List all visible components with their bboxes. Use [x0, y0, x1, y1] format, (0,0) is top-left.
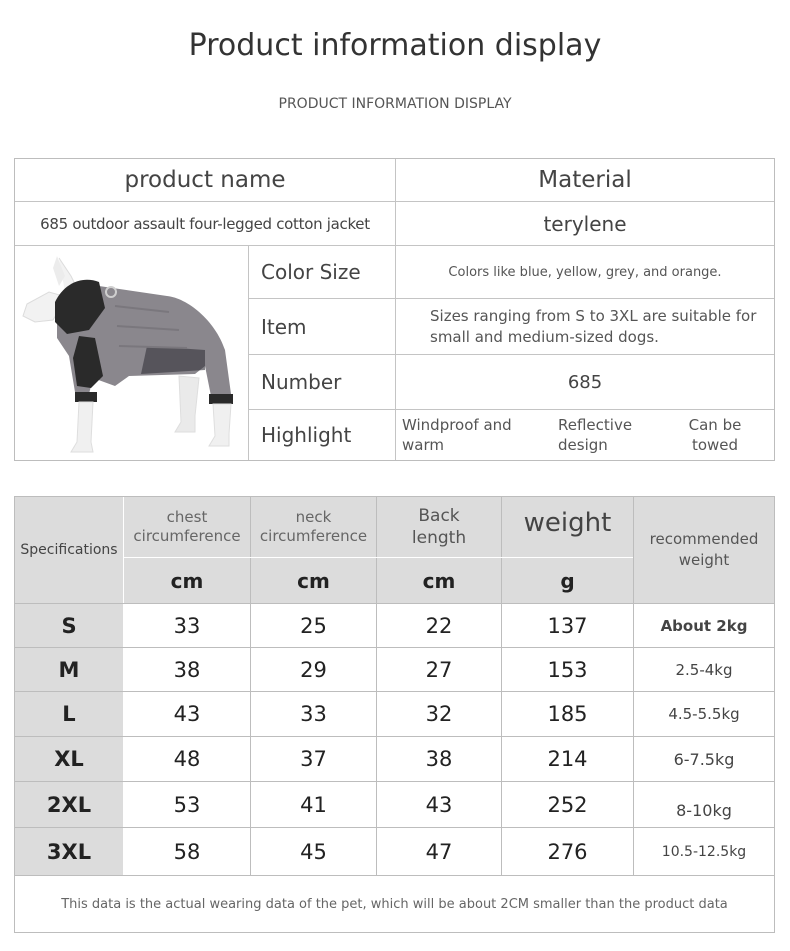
chest-cell: 38	[173, 657, 201, 682]
chest-cell: 43	[173, 702, 201, 726]
color-size-value: Colors like blue, yellow, grey, and orange.	[448, 264, 722, 280]
weight-cell: 185	[547, 702, 588, 726]
recommended-cell: 4.5-5.5kg	[668, 705, 740, 723]
back-cell: 32	[425, 702, 453, 726]
chest-cell: 58	[173, 839, 201, 864]
material-label: Material	[538, 167, 632, 193]
weight-cell: 252	[547, 792, 588, 817]
size-spec-table	[14, 496, 775, 933]
size-cell-s: S	[61, 613, 77, 638]
chest-cell: 48	[173, 747, 201, 771]
color-size-label: Color Size	[261, 260, 361, 284]
product-image	[15, 246, 248, 460]
weight-cell: 276	[547, 839, 588, 864]
dog-jacket-photo-icon	[19, 246, 245, 460]
page-title: Product information display	[188, 28, 602, 63]
unit-chest: cm	[170, 568, 204, 593]
product-info-table	[14, 158, 775, 461]
neck-cell: 41	[300, 792, 327, 817]
size-cell-3xl: 3XL	[46, 839, 92, 864]
back-cell: 22	[425, 613, 453, 638]
neck-cell: 37	[300, 747, 327, 771]
unit-weight: g	[560, 568, 575, 593]
recommended-cell: 2.5-4kg	[675, 660, 733, 679]
recommended-cell: 8-10kg	[676, 801, 732, 820]
weight-cell: 214	[547, 747, 588, 771]
header-chest: chest circumference	[133, 508, 241, 545]
item-label: Item	[261, 314, 307, 339]
unit-neck: cm	[297, 568, 330, 593]
neck-cell: 25	[300, 613, 327, 638]
size-cell-xl: XL	[54, 747, 84, 771]
neck-cell: 45	[300, 839, 327, 864]
page-subtitle: PRODUCT INFORMATION DISPLAY	[278, 96, 512, 112]
recommended-cell: 6-7.5kg	[673, 749, 735, 769]
measurement-note: This data is the actual wearing data of the pet, which will be about 2CM smaller than the product data	[15, 876, 774, 932]
size-cell-2xl: 2XL	[46, 792, 92, 817]
highlight-towed: Can be towed	[688, 416, 742, 454]
product-name-value: 685 outdoor assault four-legged cotton jacket	[40, 214, 370, 233]
highlight-label: Highlight	[261, 423, 352, 447]
unit-back: cm	[422, 568, 456, 593]
chest-cell: 53	[173, 792, 201, 817]
highlight-reflective: Reflective design	[558, 416, 633, 454]
back-cell: 47	[425, 839, 453, 864]
size-cell-l: L	[62, 702, 76, 726]
product-name-label: product name	[124, 167, 286, 193]
size-cell-m: M	[58, 657, 80, 682]
item-value: Sizes ranging from S to 3XL are suitable for small and medium-sized dogs.	[430, 306, 757, 346]
highlight-windproof: Windproof and warm	[402, 416, 512, 454]
weight-cell: 153	[547, 657, 588, 682]
header-back: Back length	[411, 506, 467, 548]
neck-cell: 29	[300, 657, 327, 682]
header-neck: neck circumference	[259, 508, 368, 545]
recommended-cell: 10.5-12.5kg	[661, 843, 747, 860]
header-specifications: Specifications	[20, 542, 118, 558]
number-label: Number	[261, 370, 342, 394]
weight-cell: 137	[547, 613, 588, 638]
neck-cell: 33	[300, 702, 327, 726]
back-cell: 43	[425, 792, 453, 817]
number-value: 685	[567, 371, 603, 393]
recommended-cell: About 2kg	[660, 616, 748, 635]
back-cell: 27	[425, 657, 453, 682]
header-recommended: recommended weight	[649, 530, 759, 569]
chest-cell: 33	[173, 613, 201, 638]
material-value: terylene	[543, 211, 627, 236]
back-cell: 38	[425, 747, 453, 771]
header-weight: weight	[523, 508, 612, 538]
highlight-values	[396, 410, 774, 460]
